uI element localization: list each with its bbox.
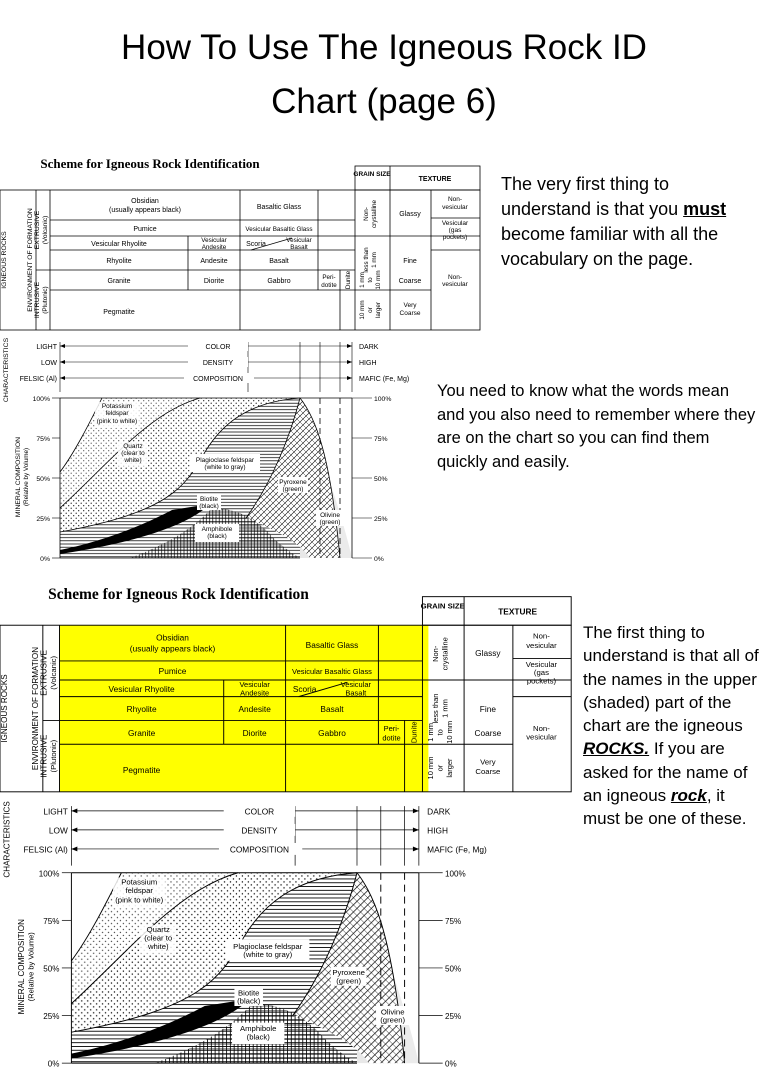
grain-larger-2: or (367, 307, 374, 313)
vesicular-rhyolite-label: Vesicular Rhyolite (108, 683, 175, 694)
volcanic-label: (Volcanic) (48, 655, 58, 690)
dark-label: DARK (427, 806, 451, 817)
composition-label: COMPOSITION (193, 376, 243, 383)
grain-noncrystalline-1: Non- (430, 645, 440, 662)
vesicular-rhyolite-label: Vesicular Rhyolite (91, 241, 147, 248)
note-vocabulary-text: The very first thing to understand is that you (501, 174, 684, 219)
chart-small (0, 152, 480, 572)
texture-very-coarse-1: Very (480, 757, 496, 767)
dunite-label: Dunite (345, 270, 352, 290)
tick-left-25: 25% (36, 516, 50, 523)
high-label: HIGH (427, 825, 448, 836)
grain-larger-1: 10 mm (426, 756, 436, 780)
gabbro-label: Gabbro (318, 727, 346, 738)
texture-non-vesicular-b-2: vesicular (442, 281, 468, 288)
grain-size-header: GRAIN SIZE (353, 171, 391, 178)
quartz-label-3: white) (124, 457, 142, 464)
tick-left-75: 75% (36, 436, 50, 443)
plutonic-label: (Plutonic) (42, 286, 49, 314)
quartz-label-2: (clear to (144, 933, 173, 943)
potassium-label-3: (pink to white) (115, 895, 164, 905)
dunite-label: Dunite (409, 721, 419, 744)
pyroxene-label-1: Pyroxene (332, 968, 365, 978)
obsidian-note: (usually appears black) (129, 643, 216, 654)
texture-vesicular-1: Vesicular (525, 659, 558, 669)
note-rocks-text-mid: If you are asked for the name of an igneous (583, 739, 748, 806)
biotite-label-1: Biotite (237, 988, 260, 998)
texture-header: TEXTURE (498, 606, 538, 617)
rock-table-text (1, 171, 469, 320)
texture-vesicular-2: (gas (448, 227, 462, 234)
tick-right-0: 0% (374, 556, 384, 563)
potassium-label-3: (pink to white) (96, 418, 138, 425)
light-label: LIGHT (36, 344, 57, 351)
texture-glassy: Glassy (399, 211, 421, 218)
pumice-label: Pumice (158, 666, 187, 677)
characteristics-section (3, 801, 487, 878)
texture-non-vesicular-b-2: vesicular (526, 732, 557, 742)
grain-less-than-2: 1 mm (440, 699, 450, 718)
grain-size-header: GRAIN SIZE (420, 601, 465, 611)
pegmatite-label: Pegmatite (103, 309, 135, 316)
potassium-label-1: Potassium (101, 403, 133, 410)
andesite-label: Andesite (200, 258, 228, 265)
plagioclase-label-1: Plagioclase feldspar (195, 457, 255, 464)
quartz-label-3: white) (147, 941, 169, 951)
vesicular-andesite-label-2: Andesite (240, 688, 270, 698)
grain-range-3: 10 mm (445, 720, 455, 744)
tick-left-50: 50% (43, 964, 60, 974)
tick-left-25: 25% (43, 1012, 60, 1022)
basalt-label: Basalt (320, 704, 344, 715)
olivine-label-2: (green) (380, 1015, 406, 1025)
basaltic-glass-label: Basaltic Glass (305, 639, 359, 650)
grain-larger-2: or (435, 764, 445, 772)
texture-non-vesicular-1: Non- (447, 196, 463, 203)
peridotite-label-1: Peri- (322, 274, 336, 281)
plagioclase-label-2: (white to gray) (204, 464, 246, 471)
vesicular-basaltic-glass-label: Vesicular Basaltic Glass (292, 667, 372, 677)
extrusive-label: EXTRUSIVE (34, 210, 41, 250)
intrusive-label: INTRUSIVE (39, 734, 49, 778)
gabbro-label: Gabbro (267, 278, 291, 285)
scoria-label: Scoria (246, 241, 266, 248)
grain-larger-3: larger (445, 758, 455, 778)
note-vocabulary (501, 172, 763, 272)
texture-very-coarse-2: Coarse (399, 310, 421, 317)
chart-title: Scheme for Igneous Rock Identification (40, 156, 260, 171)
tick-right-75: 75% (374, 436, 388, 443)
texture-non-vesicular-1: Non- (533, 631, 550, 641)
note-igneous-rocks (583, 621, 765, 831)
tick-right-100: 100% (374, 396, 392, 403)
pyroxene-label-1: Pyroxene (279, 479, 307, 486)
environment-label: ENVIRONMENT OF FORMATION (27, 208, 34, 312)
grain-range-1: 1 mm (426, 722, 436, 742)
igneous-rocks-label: IGNEOUS ROCKS (0, 674, 10, 743)
felsic-label: FELSIC (Al) (23, 844, 68, 855)
tick-right-50: 50% (374, 476, 388, 483)
color-label: COLOR (205, 344, 231, 351)
biotite-label-2: (black) (237, 996, 261, 1006)
peridotite-label-1: Peri- (383, 724, 400, 734)
olivine-label-2: (green) (319, 519, 341, 526)
grain-range-1: 1 mm (359, 272, 366, 288)
potassium-label-2: feldspar (125, 885, 153, 895)
vesicular-basaltic-glass-label: Vesicular Basaltic Glass (245, 226, 313, 233)
potassium-label-2: feldspar (105, 410, 129, 417)
grain-larger-3: larger (375, 301, 382, 319)
note-word-meaning: You need to know what the words mean and you also need to remember where they are on the chart so you can find them quickly and easily. (437, 382, 756, 471)
intrusive-label: INTRUSIVE (34, 281, 41, 319)
tick-left-100: 100% (32, 396, 50, 403)
note-rocks-text-end: , it must be one of these. (583, 786, 747, 829)
texture-very-coarse-1: Very (403, 302, 417, 309)
vesicular-andesite-label-1: Vesicular (239, 680, 270, 690)
texture-vesicular-3: pockets) (526, 676, 557, 686)
tick-right-50: 50% (445, 964, 462, 974)
chart-title: Scheme for Igneous Rock Identification (48, 586, 309, 604)
texture-very-coarse-2: Coarse (475, 766, 501, 776)
granite-label: Granite (107, 278, 131, 285)
tick-left-50: 50% (36, 476, 50, 483)
texture-non-vesicular-b-1: Non- (447, 274, 463, 281)
amphibole-label-2: (black) (207, 533, 227, 540)
dark-label: DARK (359, 344, 379, 351)
chart-large-highlighted (0, 580, 580, 1069)
grain-noncrystalline-1: Non- (363, 207, 370, 221)
density-label: DENSITY (241, 825, 278, 836)
pyroxene-label-2: (green) (282, 486, 304, 493)
obsidian-note: (usually appears black) (109, 207, 181, 214)
rock-emphasis: rock (670, 786, 707, 806)
tick-right-25: 25% (374, 516, 388, 523)
low-label: LOW (41, 360, 57, 367)
composition-label: COMPOSITION (229, 844, 289, 855)
density-label: DENSITY (202, 360, 234, 367)
andesite-label: Andesite (238, 704, 271, 715)
pumice-label: Pumice (133, 226, 157, 233)
texture-glassy: Glassy (475, 648, 501, 659)
tick-right-0: 0% (445, 1059, 457, 1069)
tick-left-0: 0% (40, 556, 50, 563)
amphibole-label-2: (black) (246, 1032, 270, 1042)
tick-right-75: 75% (445, 916, 462, 926)
plutonic-label: (Plutonic) (48, 739, 58, 773)
biotite-label-2: (black) (199, 503, 219, 510)
quartz-label-1: Quartz (146, 925, 170, 935)
tick-left-0: 0% (47, 1059, 60, 1069)
characteristics-label: CHARACTERISTICS (2, 801, 12, 878)
texture-coarse: Coarse (474, 727, 502, 738)
color-label: COLOR (244, 806, 275, 817)
volcanic-label: (Volcanic) (42, 215, 49, 245)
mineral-composition-graph (17, 869, 466, 1068)
grain-range-2: to (435, 729, 445, 736)
note-rocks-text: The first thing to understand is that all of the names in the upper (shaded) part of the chart are the igneous (583, 623, 759, 736)
peridotite-label-2: dotite (382, 733, 401, 743)
vesicular-andesite-label-1: Vesicular (201, 237, 227, 244)
extrusive-label: EXTRUSIVE (39, 649, 49, 696)
grain-less-than-2: 1 mm (371, 252, 378, 268)
texture-vesicular-1: Vesicular (441, 220, 469, 227)
texture-vesicular-3: pockets) (442, 234, 468, 241)
relative-volume-label: (Relative by Volume) (23, 447, 30, 507)
vesicular-basalt-label-1: Vesicular (340, 680, 371, 690)
quartz-label-1: Quartz (123, 443, 143, 450)
igneous-rock-chart (0, 152, 480, 572)
high-label: HIGH (359, 360, 377, 367)
mineral-composition-graph (15, 396, 391, 563)
basaltic-glass-label: Basaltic Glass (256, 204, 302, 211)
igneous-rock-chart (0, 580, 571, 1080)
characteristics-section (3, 337, 409, 402)
environment-label: ENVIRONMENT OF FORMATION (31, 646, 41, 771)
amphibole-label-1: Amphibole (201, 526, 233, 533)
plagioclase-label-2: (white to gray) (243, 950, 293, 960)
biotite-label-1: Biotite (199, 496, 219, 503)
relative-volume-label: (Relative by Volume) (26, 932, 36, 1002)
rhyolite-label: Rhyolite (126, 704, 157, 715)
light-label: LIGHT (43, 806, 68, 817)
grain-noncrystalline-2: crystalline (371, 200, 378, 228)
mineral-composition-label: MINERAL COMPOSITION (15, 436, 22, 518)
igneous-rocks-label: IGNEOUS ROCKS (1, 231, 8, 289)
pyroxene-label-2: (green) (336, 976, 362, 986)
tick-right-25: 25% (445, 1012, 462, 1022)
texture-header: TEXTURE (418, 176, 452, 183)
texture-coarse: Coarse (398, 278, 422, 285)
rocks-emphasis: ROCKS. (583, 739, 650, 759)
mineral-composition-label: MINERAL COMPOSITION (16, 919, 26, 1015)
pegmatite-label: Pegmatite (122, 764, 161, 775)
olivine-label-1: Olivine (380, 1007, 405, 1017)
grain-range-3: 10 mm (375, 270, 382, 290)
texture-fine: Fine (479, 704, 496, 715)
basalt-label: Basalt (269, 258, 289, 265)
diorite-label: Diorite (242, 727, 267, 738)
texture-non-vesicular-b-1: Non- (533, 724, 550, 734)
scoria-label: Scoria (292, 683, 317, 694)
felsic-label: FELSIC (Al) (19, 376, 57, 383)
peridotite-label-2: dotite (321, 282, 337, 289)
texture-non-vesicular-2: vesicular (442, 204, 468, 211)
vesicular-basalt-label-2: Basalt (345, 688, 367, 698)
characteristics-label: CHARACTERISTICS (3, 337, 10, 403)
note-vocabulary-text-end: become familiar with all the vocabulary on the page. (501, 224, 719, 269)
grain-range-2: to (367, 277, 374, 283)
grain-larger-1: 10 mm (359, 300, 366, 320)
grain-less-than-1: less than (430, 693, 440, 724)
vesicular-basalt-label-2: Basalt (290, 244, 308, 251)
page-title-line-2: Chart (page 6) (271, 82, 497, 121)
page-title-line-1: How To Use The Igneous Rock ID (121, 28, 647, 67)
diorite-label: Diorite (203, 278, 225, 285)
tick-left-100: 100% (38, 869, 60, 879)
mafic-label: MAFIC (Fe, Mg) (427, 844, 487, 855)
vesicular-basalt-label-1: Vesicular (286, 237, 312, 244)
tick-left-75: 75% (43, 916, 60, 926)
mafic-label: MAFIC (Fe, Mg) (359, 376, 410, 383)
low-label: LOW (48, 825, 68, 836)
grain-noncrystalline-2: crystalline (440, 637, 450, 671)
potassium-label-1: Potassium (121, 877, 158, 887)
plagioclase-label-1: Plagioclase feldspar (233, 941, 303, 951)
vesicular-andesite-label-2: Andesite (201, 244, 227, 251)
granite-label: Granite (127, 727, 156, 738)
texture-fine: Fine (403, 258, 417, 265)
must-emphasis: must (683, 199, 727, 219)
amphibole-label-1: Amphibole (239, 1024, 277, 1034)
obsidian-label: Obsidian (131, 198, 159, 205)
olivine-label-1: Olivine (320, 512, 340, 519)
texture-vesicular-2: (gas (533, 668, 549, 678)
tick-right-100: 100% (445, 869, 466, 879)
grain-less-than-1: less than (363, 247, 370, 273)
rhyolite-label: Rhyolite (106, 258, 132, 265)
quartz-label-2: (clear to (121, 450, 145, 457)
texture-non-vesicular-2: vesicular (526, 640, 557, 650)
obsidian-label: Obsidian (156, 632, 189, 643)
